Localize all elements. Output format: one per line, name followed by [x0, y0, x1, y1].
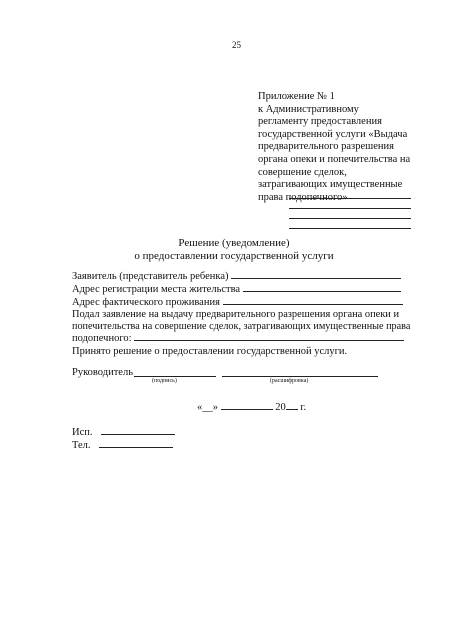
applicant-label: Заявитель (представитель ребенка) — [72, 271, 229, 282]
executor-field — [101, 434, 175, 435]
date-open-quote: « — [197, 402, 203, 413]
addressee-line — [289, 228, 411, 229]
phone-field — [99, 447, 173, 448]
phone-row — [72, 440, 173, 451]
head-label: Руководитель — [72, 367, 133, 378]
actual-address-label: Адрес фактического проживания — [72, 297, 220, 308]
actual-address-field — [223, 304, 403, 305]
applicant-row — [72, 271, 401, 282]
appendix-line: органа опеки и попечительства на — [258, 153, 411, 165]
date-close-quote: » — [212, 402, 218, 413]
registration-label: Адрес регистрации места жительства — [72, 284, 241, 295]
executor-row — [72, 427, 175, 438]
addressee-line — [289, 208, 411, 209]
ward-row — [72, 333, 404, 344]
application-line-2: попечительства на совершение сделок, затрагивающих имущественные права — [72, 321, 411, 332]
date-row — [197, 402, 306, 413]
date-year-field — [286, 409, 298, 410]
actual-address-row — [72, 297, 403, 308]
appendix-header — [258, 91, 410, 204]
document-title: Решение (уведомление) — [178, 237, 290, 249]
transcript-line — [222, 376, 378, 377]
appendix-line: права подопечного» — [258, 191, 348, 203]
appendix-line: совершение сделок, — [258, 166, 347, 178]
page-number: 25 — [232, 40, 241, 50]
ward-field — [134, 340, 404, 341]
registration-row — [72, 284, 401, 295]
executor-label: Исп. — [72, 427, 93, 438]
appendix-line: к Административному — [258, 103, 359, 115]
appendix-line: регламенту предоставления — [258, 116, 382, 128]
addressee-line — [289, 198, 411, 199]
application-line-1: Подал заявление на выдачу предварительного разрешения органа опеки и — [72, 309, 400, 320]
addressee-line — [289, 218, 411, 219]
registration-field — [243, 291, 401, 292]
transcript-caption: (расшифровка) — [270, 378, 309, 384]
date-month-field — [221, 409, 273, 410]
appendix-line: затрагивающих имущественные — [258, 179, 403, 191]
decision-text: Принято решение о предоставлении государственной услуги. — [72, 346, 348, 357]
document-subtitle: о предоставлении государственной услуги — [134, 250, 334, 262]
date-year-suffix: г. — [300, 402, 307, 413]
appendix-line: предварительного разрешения — [258, 141, 394, 153]
applicant-field — [231, 278, 401, 279]
appendix-line: государственной услуги «Выдача — [258, 128, 408, 140]
phone-label: Тел. — [72, 440, 91, 451]
appendix-line: Приложение № 1 — [258, 91, 335, 102]
signature-caption: (подпись) — [152, 378, 177, 384]
date-day-blank: __ — [202, 402, 213, 413]
signature-line — [134, 376, 216, 377]
ward-label: подопечного: — [72, 333, 132, 344]
date-year-prefix: 20 — [275, 402, 286, 413]
